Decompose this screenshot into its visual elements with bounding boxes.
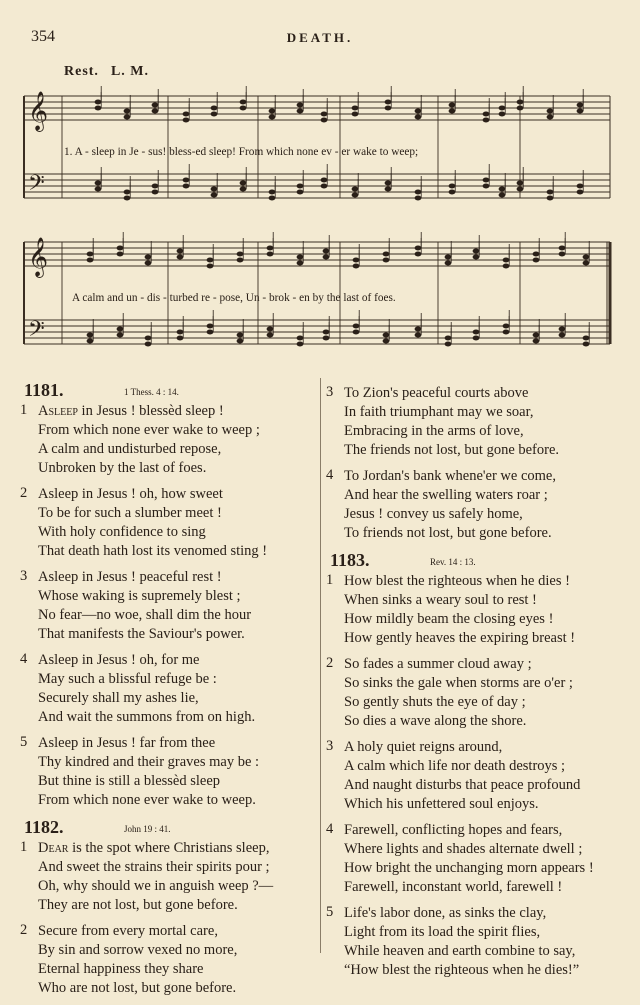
note-head <box>353 330 360 335</box>
verse-line: Farewell, conflicting hopes and fears, <box>344 822 563 838</box>
note-head <box>517 100 524 105</box>
hymn-number: 1182. <box>24 817 64 837</box>
note-head <box>183 178 190 183</box>
note-head <box>559 327 566 332</box>
note-head <box>177 249 184 254</box>
stanza <box>20 651 318 727</box>
note-head <box>323 336 330 341</box>
note-head <box>95 187 102 192</box>
note-head <box>321 118 328 123</box>
verse-line: Who are not lost, but gone before. <box>38 980 237 996</box>
note-head <box>353 258 360 263</box>
stanza <box>20 485 318 561</box>
note-head <box>449 103 456 108</box>
verse-line: When sinks a weary soul to rest ! <box>344 592 537 608</box>
score-lyric-line-1: 1. A - sleep in Je - sus! bless-ed sleep! From which none ev - er wake to weep; <box>64 146 419 158</box>
note-head <box>183 184 190 189</box>
note-head <box>269 109 276 114</box>
note-head <box>503 258 510 263</box>
note-head <box>415 333 422 338</box>
left-column <box>20 380 318 1005</box>
stanza <box>326 467 626 543</box>
verse-line: A calm which life nor death destroys ; <box>344 758 566 774</box>
note-head <box>87 258 94 263</box>
note-head <box>559 252 566 257</box>
scripture-reference: 1 Thess. 4 : 14. <box>124 387 179 397</box>
verse-line: And hear the swelling waters roar ; <box>344 487 548 503</box>
note-head <box>207 258 214 263</box>
note-head <box>211 187 218 192</box>
note-head <box>577 190 584 195</box>
note-head <box>473 336 480 341</box>
note-head <box>533 252 540 257</box>
verse-line: How gently heaves the expiring breast ! <box>344 630 576 646</box>
verse-line: They are not lost, but gone before. <box>38 897 238 913</box>
stanza-number: 1 <box>326 572 334 588</box>
stanza-number: 4 <box>326 467 334 483</box>
hymn-1183 <box>326 550 626 980</box>
stanza-number: 4 <box>20 651 28 667</box>
note-head <box>145 255 152 260</box>
stanza-number: 3 <box>326 384 334 400</box>
note-head <box>124 196 131 201</box>
stanza-number: 2 <box>326 655 334 671</box>
note-head <box>267 333 274 338</box>
note-head <box>385 181 392 186</box>
verse-line: To be for such a slumber meet ! <box>38 505 222 521</box>
verse-line: Which his unfettered soul enjoys. <box>344 796 539 812</box>
note-head <box>499 187 506 192</box>
verse-line: From which none ever wake to weep ; <box>38 422 260 438</box>
note-head <box>383 252 390 257</box>
note-head <box>240 100 247 105</box>
note-head <box>559 246 566 251</box>
stanza-number: 5 <box>20 734 28 750</box>
note-head <box>237 258 244 263</box>
note-head <box>352 106 359 111</box>
verse-line: Eternal happiness they share <box>38 961 204 977</box>
verse-line: Asleep in Jesus ! oh, how sweet <box>38 486 223 502</box>
note-head <box>415 252 422 257</box>
scripture-reference: John 19 : 41. <box>124 824 171 834</box>
right-column <box>326 384 626 987</box>
verse-line <box>20 402 318 421</box>
note-head <box>177 255 184 260</box>
note-head <box>297 184 304 189</box>
initial-word: Asleep <box>38 403 78 419</box>
note-head <box>415 327 422 332</box>
note-head <box>577 103 584 108</box>
note-head <box>211 106 218 111</box>
stanza <box>20 922 318 998</box>
verse-line: Securely shall my ashes lie, <box>38 690 199 706</box>
note-head <box>321 112 328 117</box>
note-head <box>297 342 304 347</box>
verse-line: How blest the righteous when he dies ! <box>344 573 570 589</box>
verse-line: Unbroken by the last of foes. <box>38 460 207 476</box>
note-head <box>353 264 360 269</box>
note-head <box>415 246 422 251</box>
note-head <box>211 193 218 198</box>
verse-line: To Jordan's bank whene'er we come, <box>344 468 556 484</box>
stanza-number: 1 <box>20 402 28 418</box>
note-head <box>267 246 274 251</box>
stanza-number: 5 <box>326 904 334 920</box>
note-head <box>533 258 540 263</box>
note-head <box>533 333 540 338</box>
stanza <box>326 821 626 897</box>
note-head <box>445 255 452 260</box>
note-head <box>237 339 244 344</box>
note-head <box>207 330 214 335</box>
note-head <box>547 115 554 120</box>
note-head <box>352 187 359 192</box>
note-head <box>240 181 247 186</box>
note-head <box>95 100 102 105</box>
note-head <box>583 336 590 341</box>
verse-line: By sin and sorrow vexed no more, <box>38 942 238 958</box>
stanza <box>326 572 626 648</box>
verse-line: In faith triumphant may we soar, <box>344 404 534 420</box>
verse-line: Asleep in Jesus ! oh, for me <box>38 652 200 668</box>
note-head <box>95 106 102 111</box>
note-head <box>323 249 330 254</box>
stanza <box>20 568 318 644</box>
note-head <box>445 336 452 341</box>
note-head <box>95 181 102 186</box>
note-head <box>323 330 330 335</box>
stanza <box>20 734 318 810</box>
note-head <box>145 261 152 266</box>
note-head <box>183 118 190 123</box>
note-head <box>517 187 524 192</box>
note-head <box>297 261 304 266</box>
note-head <box>237 252 244 257</box>
note-head <box>499 106 506 111</box>
note-head <box>483 184 490 189</box>
verse-line: And sweet the strains their spirits pour ; <box>38 859 270 875</box>
verse-line: So sinks the gale when storms are o'er ; <box>344 675 573 691</box>
note-head <box>297 255 304 260</box>
note-head <box>415 115 422 120</box>
note-head <box>117 327 124 332</box>
verse-line: How bright the unchanging morn appears ! <box>344 860 594 876</box>
note-head <box>124 190 131 195</box>
note-head <box>449 109 456 114</box>
column-divider <box>320 378 321 953</box>
note-head <box>473 255 480 260</box>
verse-line: To Zion's peaceful courts above <box>344 385 529 401</box>
note-head <box>473 249 480 254</box>
note-head <box>547 109 554 114</box>
hymn-number: 1183. <box>330 550 370 570</box>
note-head <box>445 261 452 266</box>
stanza-number: 4 <box>326 821 334 837</box>
note-head <box>297 103 304 108</box>
verse-line: Whose waking is supremely blest ; <box>38 588 241 604</box>
note-head <box>207 324 214 329</box>
note-head <box>207 264 214 269</box>
note-head <box>152 109 159 114</box>
note-head <box>152 103 159 108</box>
note-head <box>415 196 422 201</box>
score-lyric-line-2: A calm and un - dis - turbed re - pose, Un - brok - en by the last of foes. <box>72 292 396 304</box>
verse-line: To friends not lost, but gone before. <box>344 525 552 541</box>
stanza <box>326 384 626 460</box>
hymn-heading <box>20 817 318 839</box>
note-head <box>517 106 524 111</box>
note-head <box>145 336 152 341</box>
stanza <box>20 402 318 478</box>
note-head <box>415 109 422 114</box>
initial-word: Dear <box>38 840 69 856</box>
note-head <box>499 112 506 117</box>
note-head <box>152 184 159 189</box>
verse-line: Oh, why should we in anguish weep ?— <box>38 878 274 894</box>
note-head <box>483 112 490 117</box>
verse-line: Asleep in Jesus ! far from thee <box>38 735 216 751</box>
verse-line: Thy kindred and their graves may be : <box>38 754 260 770</box>
verse-line: Asleep in Jesus ! peaceful rest ! <box>38 569 222 585</box>
note-head <box>577 109 584 114</box>
clef-icon: 𝄞 <box>28 237 49 277</box>
page-number: 354 <box>31 28 55 45</box>
note-head <box>321 184 328 189</box>
clef-icon: 𝄢 <box>28 171 45 201</box>
stanza-number: 3 <box>326 738 334 754</box>
hymn-heading <box>326 550 626 572</box>
hymn-1181 <box>20 380 318 810</box>
note-head <box>87 333 94 338</box>
note-head <box>445 342 452 347</box>
verse-line: “How blest the righteous when he dies!” <box>344 962 580 978</box>
note-head <box>473 330 480 335</box>
verse-line: How mildly beam the closing eyes ! <box>344 611 554 627</box>
verse-line: That manifests the Saviour's power. <box>38 626 245 642</box>
verse-line: Life's labor done, as sinks the clay, <box>344 905 547 921</box>
tune-meter: L. M. <box>110 64 149 79</box>
note-head <box>237 333 244 338</box>
note-head <box>87 339 94 344</box>
note-head <box>517 181 524 186</box>
note-head <box>117 252 124 257</box>
verse-line: May such a blissful refuge be : <box>38 671 217 687</box>
verse-line: A holy quiet reigns around, <box>344 739 503 755</box>
note-head <box>583 255 590 260</box>
verse-line: With holy confidence to sing <box>38 524 206 540</box>
note-head <box>321 178 328 183</box>
verse-line: The friends not lost, but gone before. <box>344 442 560 458</box>
stanza-number: 2 <box>20 485 28 501</box>
note-head <box>499 193 506 198</box>
note-head <box>559 333 566 338</box>
verse-line-rest: in Jesus ! blessèd sleep ! <box>77 403 224 419</box>
verse-line-rest: is the spot where Christians sleep, <box>68 840 270 856</box>
verse-line: No fear—no woe, shall dim the hour <box>38 607 252 623</box>
note-head <box>117 333 124 338</box>
verse-line: Embracing in the arms of love, <box>344 423 524 439</box>
clef-icon: 𝄞 <box>28 91 49 131</box>
stanza <box>326 738 626 814</box>
verse-line: From which none ever wake to weep. <box>38 792 256 808</box>
note-head <box>577 184 584 189</box>
note-head <box>152 190 159 195</box>
note-head <box>583 261 590 266</box>
note-head <box>385 106 392 111</box>
stanza <box>20 839 318 915</box>
note-head <box>183 112 190 117</box>
note-head <box>383 333 390 338</box>
note-head <box>503 330 510 335</box>
stanza-number: 1 <box>20 839 28 855</box>
note-head <box>483 178 490 183</box>
music-score <box>0 0 640 370</box>
note-head <box>385 100 392 105</box>
verse-line: Farewell, inconstant world, farewell ! <box>344 879 563 895</box>
verse-line: And wait the summons from on high. <box>38 709 256 725</box>
note-head <box>415 190 422 195</box>
note-head <box>323 255 330 260</box>
note-head <box>383 258 390 263</box>
verse-line: But thine is still a blessèd sleep <box>38 773 221 789</box>
note-head <box>503 324 510 329</box>
note-head <box>267 252 274 257</box>
page-title: DEATH. <box>286 30 354 45</box>
verse-line: That death hath lost its venomed sting ! <box>38 543 268 559</box>
stanza <box>326 904 626 980</box>
verse-line: While heaven and earth combine to say, <box>344 943 576 959</box>
note-head <box>352 112 359 117</box>
note-head <box>117 246 124 251</box>
note-head <box>533 339 540 344</box>
verse-line: Where lights and shades alternate dwell ; <box>344 841 583 857</box>
note-head <box>240 106 247 111</box>
note-head <box>547 190 554 195</box>
note-head <box>124 115 131 120</box>
note-head <box>177 336 184 341</box>
hymn-number: 1181. <box>24 380 64 400</box>
note-head <box>211 112 218 117</box>
scripture-reference: Rev. 14 : 13. <box>430 557 476 567</box>
note-head <box>297 336 304 341</box>
note-head <box>503 264 510 269</box>
verse-line <box>20 839 318 858</box>
note-head <box>124 109 131 114</box>
verse-line: So dies a wave along the shore. <box>344 713 527 729</box>
note-head <box>269 190 276 195</box>
note-head <box>145 342 152 347</box>
hymn-1182 <box>20 817 318 998</box>
note-head <box>383 339 390 344</box>
note-head <box>483 118 490 123</box>
verse-line: And naught disturbs that peace profound <box>344 777 581 793</box>
note-head <box>87 252 94 257</box>
note-head <box>353 324 360 329</box>
note-head <box>583 342 590 347</box>
verse-line: Light from its load the spirit flies, <box>344 924 541 940</box>
note-head <box>297 109 304 114</box>
note-head <box>547 196 554 201</box>
verse-line: Secure from every mortal care, <box>38 923 218 939</box>
verse-line: So gently shuts the eye of day ; <box>344 694 526 710</box>
verse-line: Jesus ! convey us safely home, <box>344 506 523 522</box>
note-head <box>267 327 274 332</box>
note-head <box>240 187 247 192</box>
clef-icon: 𝄢 <box>28 317 45 347</box>
note-head <box>177 330 184 335</box>
note-head <box>269 196 276 201</box>
stanza <box>326 655 626 731</box>
verse-line: A calm and undisturbed repose, <box>38 441 222 457</box>
verse-line: So fades a summer cloud away ; <box>344 656 532 672</box>
note-head <box>449 184 456 189</box>
note-head <box>449 190 456 195</box>
tune-name: Rest. <box>64 64 99 79</box>
stanza-number: 2 <box>20 922 28 938</box>
note-head <box>352 193 359 198</box>
stanza-number: 3 <box>20 568 28 584</box>
note-head <box>297 190 304 195</box>
note-head <box>385 187 392 192</box>
note-head <box>269 115 276 120</box>
hymn-heading <box>20 380 318 402</box>
